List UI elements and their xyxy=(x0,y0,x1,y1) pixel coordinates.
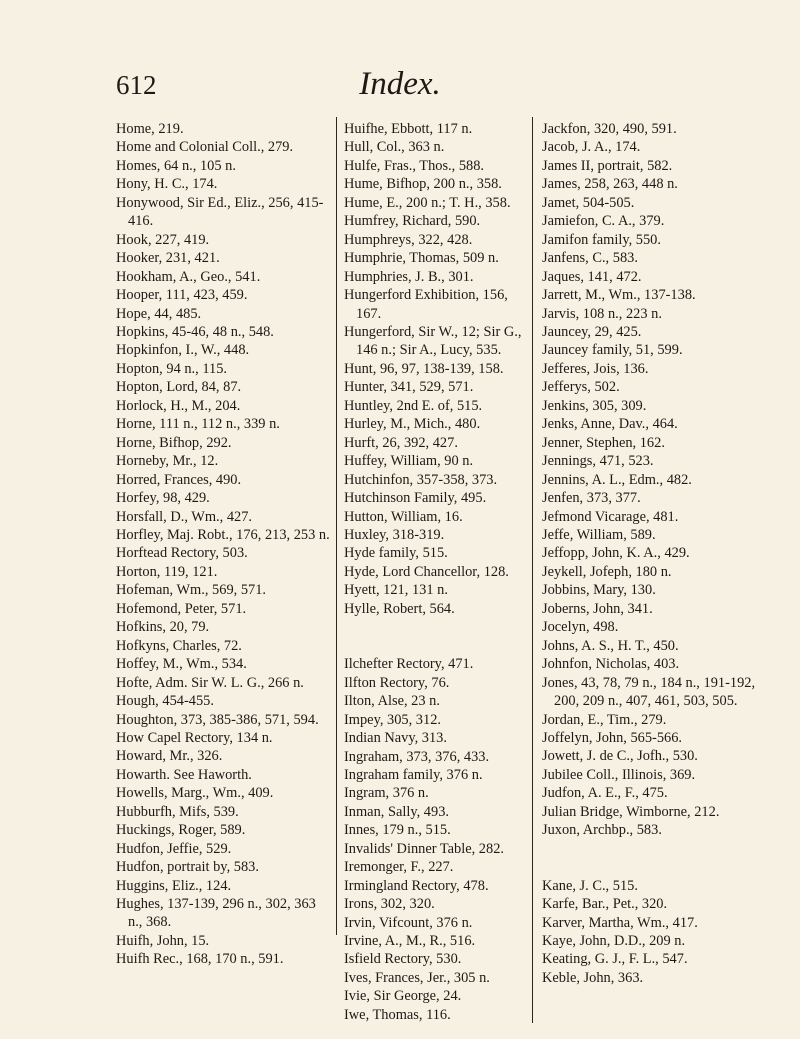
index-entry: Hutchinfon, 357-358, 373. xyxy=(344,471,498,488)
index-entry: Jenkins, 305, 309. xyxy=(542,397,647,414)
index-entry: Jefferes, Jois, 136. xyxy=(542,360,649,377)
index-entry: Horftead Rectory, 503. xyxy=(116,545,248,562)
index-entry: Jeffopp, John, K. A., 429. xyxy=(542,545,690,562)
index-entry: Janfens, C., 583. xyxy=(542,250,638,267)
index-entry: Jefferys, 502. xyxy=(542,379,620,396)
index-entry: Hoffey, M., Wm., 534. xyxy=(116,656,247,673)
index-entry: Johnfon, Nicholas, 403. xyxy=(542,656,680,673)
index-entry: Jamet, 504-505. xyxy=(542,194,635,211)
index-entry: Huggins, Eliz., 124. xyxy=(116,877,232,894)
index-entry: Huntley, 2nd E. of, 515. xyxy=(344,397,483,414)
index-entry: Hudfon, portrait by, 583. xyxy=(116,859,259,876)
index-entry: Hooper, 111, 423, 459. xyxy=(116,287,248,304)
index-entry: Johns, A. S., H. T., 450. xyxy=(542,637,679,654)
index-entry: Ivie, Sir George, 24. xyxy=(344,988,462,1005)
index-entry: Horne, Bifhop, 292. xyxy=(116,434,232,451)
index-entry: Hume, Bifhop, 200 n., 358. xyxy=(344,176,502,193)
index-entry: Horred, Frances, 490. xyxy=(116,471,242,488)
index-entry: Keating, G. J., F. L., 547. xyxy=(542,951,688,968)
index-entry: Jauncey family, 51, 599. xyxy=(542,342,683,359)
index-entry: Home, 219. xyxy=(116,121,184,137)
index-entry: Jocelyn, 498. xyxy=(542,619,619,636)
index-entry: Homes, 64 n., 105 n. xyxy=(116,157,236,174)
index-entry: Huifh, John, 15. xyxy=(116,932,210,949)
index-entry: Honywood, Sir Ed., Eliz., 256, 415-416. xyxy=(116,194,324,230)
index-entry: Hume, E., 200 n.; T. H., 358. xyxy=(344,194,511,211)
index-entry: Jeykell, Jofeph, 180 n. xyxy=(542,563,672,580)
index-entry: Ingraham, 373, 376, 433. xyxy=(344,748,490,765)
index-entry: Iremonger, F., 227. xyxy=(344,859,454,876)
index-entry: Jordan, E., Tim., 279. xyxy=(542,711,667,728)
index-entry: Isfield Rectory, 530. xyxy=(344,951,462,968)
index-entry: Hookham, A., Geo., 541. xyxy=(116,268,261,285)
index-entry: Inman, Sally, 493. xyxy=(344,803,449,820)
index-entry: Horfey, 98, 429. xyxy=(116,490,210,507)
index-entry: Houghton, 373, 385-386, 571, 594. xyxy=(116,711,319,728)
index-entry: Indian Navy, 313. xyxy=(344,730,447,747)
running-head: Index. xyxy=(359,66,441,102)
index-entry: Howarth. See Haworth. xyxy=(116,766,252,783)
index-entry: Hungerford, Sir W., 12; Sir G., 146 n.; Sir A., Lucy, 535. xyxy=(344,323,522,359)
letter-group-gap xyxy=(344,618,532,655)
index-entry: Jenfen, 373, 377. xyxy=(542,490,641,507)
index-entry: Judfon, A. E., F., 475. xyxy=(542,785,668,802)
index-entry: Ilfton Rectory, 76. xyxy=(344,674,450,691)
index-entry: Keble, John, 363. xyxy=(542,969,644,986)
index-entry: Hungerford Exhibition, 156, 167. xyxy=(344,287,508,322)
index-entry: Jennings, 471, 523. xyxy=(542,453,654,470)
column-divider xyxy=(336,117,337,935)
index-entry: Horneby, Mr., 12. xyxy=(116,453,219,470)
index-entry: Hughes, 137-139, 296 n., 302, 363 n., 368. xyxy=(116,896,316,931)
index-entry: Humphries, J. B., 301. xyxy=(344,268,474,285)
index-entry: Kane, J. C., 515. xyxy=(542,877,638,894)
index-entry: Hubburfh, Mifs, 539. xyxy=(116,803,239,820)
index-entry: Irmingland Rectory, 478. xyxy=(344,877,489,894)
index-entry: Hofte, Adm. Sir W. L. G., 266 n. xyxy=(116,674,304,691)
index-entry: Ingram, 376 n. xyxy=(344,785,429,802)
index-entry: Hunt, 96, 97, 138-139, 158. xyxy=(344,360,504,377)
index-entry: Jarrett, M., Wm., 137-138. xyxy=(542,287,696,304)
index-entry: Humfrey, Richard, 590. xyxy=(344,213,481,230)
index-column-3 xyxy=(542,120,782,987)
index-entry: Jacob, J. A., 174. xyxy=(542,139,641,156)
index-entry: Jaques, 141, 472. xyxy=(542,268,642,285)
index-entry: Ilchefter Rectory, 471. xyxy=(344,656,474,673)
index-entry: Hull, Col., 363 n. xyxy=(344,139,445,156)
index-entry: Home and Colonial Coll., 279. xyxy=(116,139,294,156)
index-entry: Hurft, 26, 392, 427. xyxy=(344,434,458,451)
index-entry: Irons, 302, 320. xyxy=(344,896,435,913)
index-entry: Karfe, Bar., Pet., 320. xyxy=(542,896,668,913)
index-entry: Irvine, A., M., R., 516. xyxy=(344,933,476,950)
index-entry: Huffey, William, 90 n. xyxy=(344,453,474,470)
index-entry: Kaye, John, D.D., 209 n. xyxy=(542,933,686,950)
index-entry: Impey, 305, 312. xyxy=(344,711,441,728)
index-entry: Hofemond, Peter, 571. xyxy=(116,600,247,617)
index-entry: Huifh Rec., 168, 170 n., 591. xyxy=(116,951,284,968)
index-entry: Joffelyn, John, 565-566. xyxy=(542,729,683,746)
index-entry: Hofeman, Wm., 569, 571. xyxy=(116,582,267,599)
column-divider xyxy=(532,117,533,1023)
index-entry: Hutchinson Family, 495. xyxy=(344,490,487,507)
index-entry: Jackfon, 320, 490, 591. xyxy=(542,121,677,137)
index-entry: Jarvis, 108 n., 223 n. xyxy=(542,305,662,322)
index-entry: Juxon, Archbp., 583. xyxy=(542,822,662,839)
index-entry: Hylle, Robert, 564. xyxy=(344,600,455,617)
index-entry: Jubilee Coll., Illinois, 369. xyxy=(542,766,696,783)
index-entry: Jauncey, 29, 425. xyxy=(542,323,642,340)
index-entry: Horne, 111 n., 112 n., 339 n. xyxy=(116,416,280,433)
index-entry: Jenner, Stephen, 162. xyxy=(542,434,665,451)
index-entry: Hough, 454-455. xyxy=(116,693,214,710)
index-entry: Jobbins, Mary, 130. xyxy=(542,582,656,599)
index-entry: Jenks, Anne, Dav., 464. xyxy=(542,416,678,433)
index-entry: Huckings, Roger, 589. xyxy=(116,822,246,839)
index-entry: Hooker, 231, 421. xyxy=(116,250,220,267)
index-entry: Howells, Marg., Wm., 409. xyxy=(116,785,274,802)
index-entry: Jeffe, William, 589. xyxy=(542,526,656,543)
index-entry: Horsfall, D., Wm., 427. xyxy=(116,508,253,525)
index-entry: Jowett, J. de C., Jofh., 530. xyxy=(542,748,698,765)
index-entry: Karver, Martha, Wm., 417. xyxy=(542,914,698,931)
index-entry: How Capel Rectory, 134 n. xyxy=(116,729,273,746)
letter-group-gap xyxy=(542,840,782,877)
index-entry: Julian Bridge, Wimborne, 212. xyxy=(542,803,720,820)
index-entry: Hope, 44, 485. xyxy=(116,305,202,322)
index-column-2 xyxy=(344,120,532,1024)
index-entry: Irvin, Vifcount, 376 n. xyxy=(344,914,473,931)
index-entry: Innes, 179 n., 515. xyxy=(344,822,451,839)
index-entry: Joberns, John, 341. xyxy=(542,600,653,617)
index-entry: Hook, 227, 419. xyxy=(116,231,210,248)
index-entry: Jamifon family, 550. xyxy=(542,231,661,248)
index-entry: Horlock, H., M., 204. xyxy=(116,397,241,414)
index-entry: Hofkins, 20, 79. xyxy=(116,619,210,636)
index-entry: Hony, H. C., 174. xyxy=(116,176,218,193)
index-entry: Jennins, A. L., Edm., 482. xyxy=(542,471,692,488)
index-entry: Ingraham family, 376 n. xyxy=(344,766,483,783)
index-entry: Ives, Frances, Jer., 305 n. xyxy=(344,969,490,986)
index-column-1 xyxy=(116,120,332,969)
index-entry: Huxley, 318-319. xyxy=(344,526,445,543)
index-entry: Hopton, Lord, 84, 87. xyxy=(116,379,242,396)
index-entry: Hunter, 341, 529, 571. xyxy=(344,379,474,396)
index-entry: Humphrie, Thomas, 509 n. xyxy=(344,250,499,267)
index-entry: Jefmond Vicarage, 481. xyxy=(542,508,679,525)
index-entry: Hudfon, Jeffie, 529. xyxy=(116,840,232,857)
index-entry: Hyde, Lord Chancellor, 128. xyxy=(344,563,509,580)
index-entry: Invalids' Dinner Table, 282. xyxy=(344,840,504,857)
index-entry: Hyett, 121, 131 n. xyxy=(344,582,448,599)
index-entry: Iwe, Thomas, 116. xyxy=(344,1006,451,1023)
index-entry: Hopkins, 45-46, 48 n., 548. xyxy=(116,323,274,340)
index-entry: Howard, Mr., 326. xyxy=(116,748,223,765)
index-entry: Jamiefon, C. A., 379. xyxy=(542,213,665,230)
index-entry: Ilton, Alse, 23 n. xyxy=(344,693,440,710)
index-entry: James, 258, 263, 448 n. xyxy=(542,176,678,193)
index-entry: Jones, 43, 78, 79 n., 184 n., 191-192, 200, 209 n., 407, 461, 503, 505. xyxy=(542,674,756,710)
index-entry: Hopton, 94 n., 115. xyxy=(116,360,227,377)
index-entry: Hofkyns, Charles, 72. xyxy=(116,637,242,654)
index-entry: Hopkinfon, I., W., 448. xyxy=(116,342,250,359)
index-entry: Huifhe, Ebbott, 117 n. xyxy=(344,121,473,137)
index-entry: Horfley, Maj. Robt., 176, 213, 253 n. xyxy=(116,526,330,543)
index-entry: Hulfe, Fras., Thos., 588. xyxy=(344,157,485,174)
page-number: 612 xyxy=(116,70,157,100)
index-entry: Humphreys, 322, 428. xyxy=(344,231,473,248)
index-entry: Hutton, William, 16. xyxy=(344,508,463,525)
index-entry: Hurley, M., Mich., 480. xyxy=(344,416,481,433)
index-entry: Hyde family, 515. xyxy=(344,545,448,562)
index-entry: Horton, 119, 121. xyxy=(116,563,218,580)
index-entry: James II, portrait, 582. xyxy=(542,157,673,174)
